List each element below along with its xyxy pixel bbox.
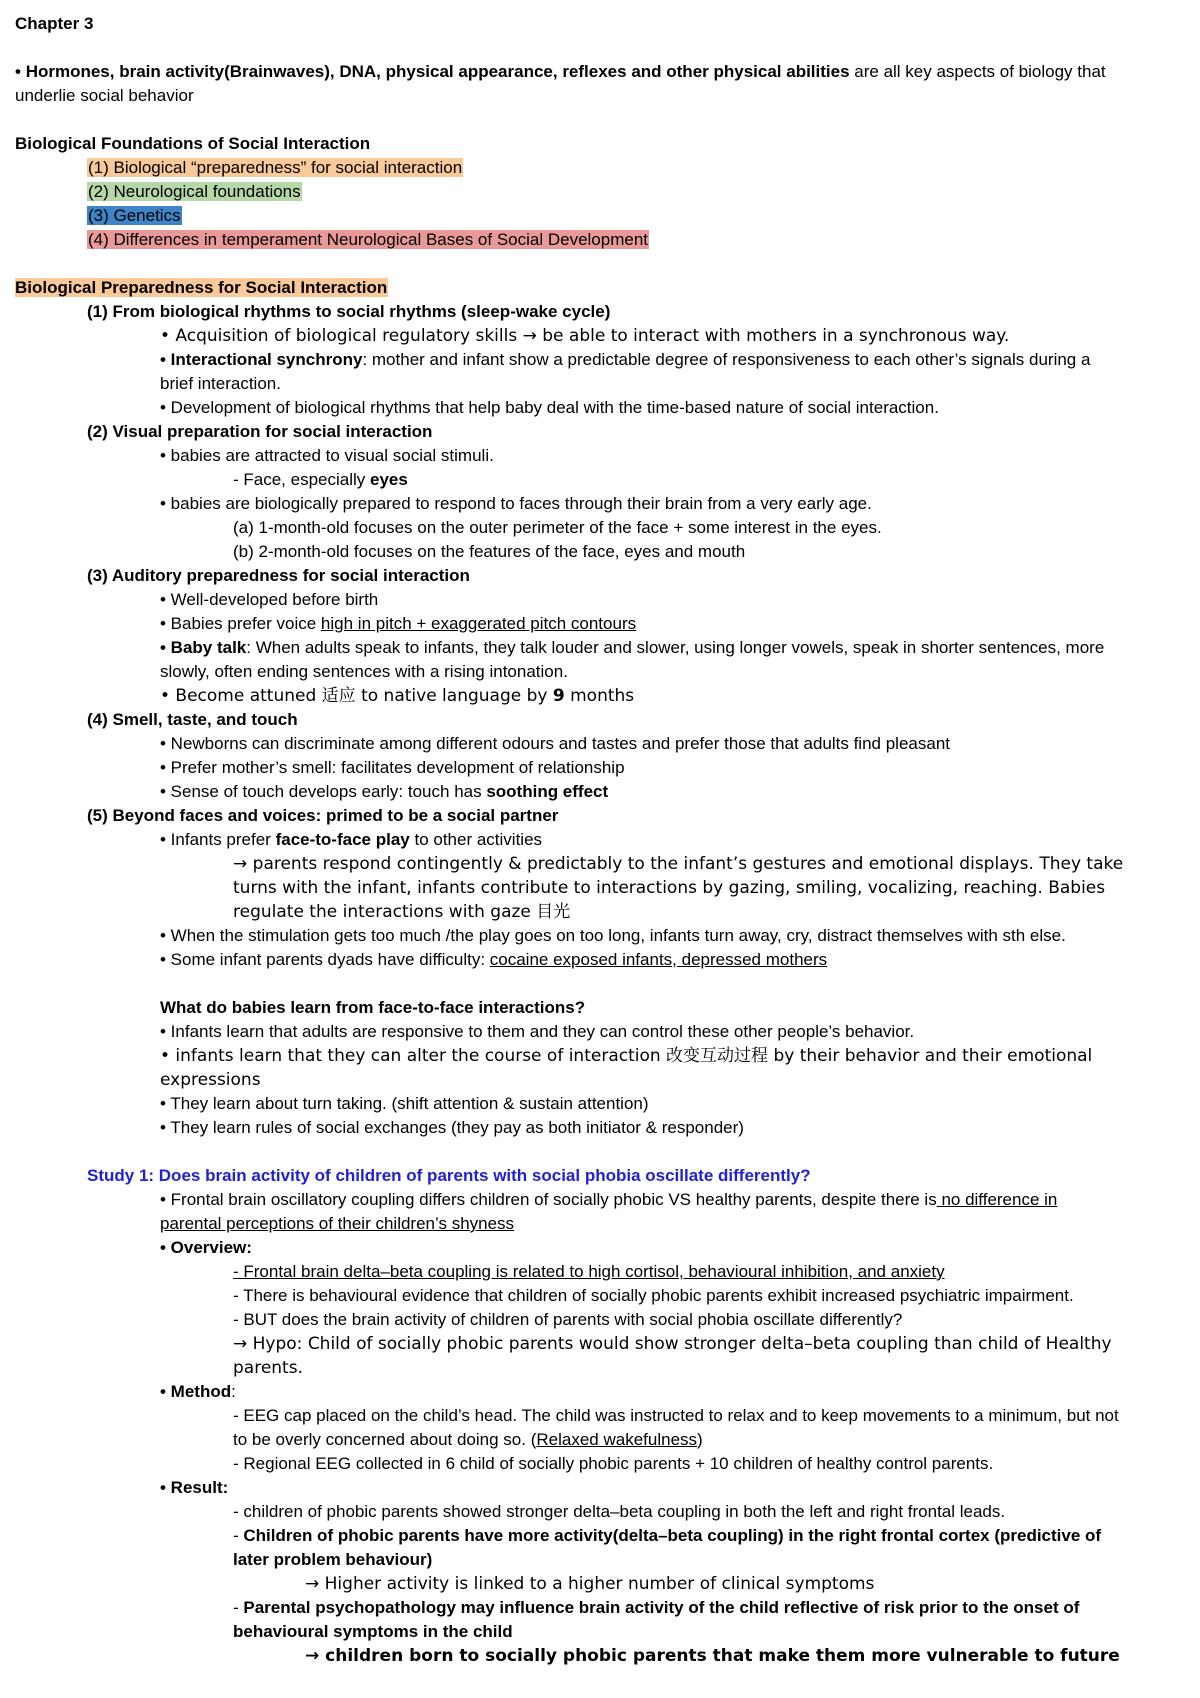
foundation-item-3-text: (3) Genetics <box>88 206 181 225</box>
bullet-text: • Sense of touch develops early: touch has <box>160 782 487 801</box>
section-4-bullet-1: • Newborns can discriminate among different odours and tastes and prefer those that adults find pleasant <box>160 734 950 753</box>
method-text: ) <box>697 1430 703 1449</box>
colon: : <box>231 1382 236 1401</box>
section-3-bullet-1: • Well-developed before birth <box>160 590 379 609</box>
section-1-bullet-3: • Development of biological rhythms that help baby deal with the time-based nature of social interaction. <box>160 398 939 417</box>
section-5-sub-1: → parents respond contingently & predictably to the infant’s gestures and emotional displays. They take <box>233 854 1124 874</box>
section-3-heading: (3) Auditory preparedness for social interaction <box>87 566 470 585</box>
study-1-title: Study 1: Does brain activity of children of parents with social phobia oscillate differently? <box>87 1166 811 1185</box>
intro-line2: underlie social behavior <box>15 86 194 105</box>
overview-hypothesis-cont: parents. <box>233 1358 303 1378</box>
intro-bold: Hormones, brain activity(Brainwaves), DNA, physical appearance, reflexes and other physical abilities <box>25 62 850 81</box>
spacer <box>15 1140 1184 1164</box>
foundation-item-2-text: (2) Neurological foundations <box>88 182 301 201</box>
dash: - <box>233 1598 244 1617</box>
result-line-2-sub: → Higher activity is linked to a higher number of clinical symptoms <box>305 1574 875 1594</box>
section-5-bullet-2: • When the stimulation gets too much /the play goes on too long, infants turn away, cry, distract themselves with sth else. <box>160 926 1066 945</box>
spacer <box>15 36 1184 60</box>
preparedness-title: Biological Preparedness for Social Interaction <box>15 278 388 297</box>
bold-text: Children of phobic parents have more activity(delta–beta coupling) in the right frontal cortex (predictive of <box>243 1526 1102 1545</box>
section-3-bullet-2 <box>15 612 1184 636</box>
bullet-text: : mother and infant show a predictable degree of responsiveness to each other’s signals during a <box>362 350 1091 369</box>
term-baby-talk: • Baby talk <box>160 638 247 657</box>
learn-bullet-4: • They learn rules of social exchanges (they pay as both initiator & responder) <box>160 1118 744 1137</box>
section-3-bullet-3-cont: slowly, often ending sentences with a rising intonation. <box>160 662 568 681</box>
result-line-1: - children of phobic parents showed stronger delta–beta coupling in both the left and right frontal leads. <box>233 1502 1006 1521</box>
section-1-bullet-2-cont: brief interaction. <box>160 374 281 393</box>
bullet-text: : When adults speak to infants, they talk louder and slower, using longer vowels, speak in shorter sentences, more <box>246 638 1105 657</box>
section-3-bullet-3 <box>15 636 1184 660</box>
underlined-text: cocaine exposed infants, depressed mothers <box>489 950 828 969</box>
result-line-2 <box>15 1524 1184 1548</box>
section-5-bullet-1 <box>15 828 1184 852</box>
underlined-text: high in pitch + exaggerated pitch contours <box>320 614 637 633</box>
overview-line-2: - There is behavioural evidence that children of socially phobic parents exhibit increased psychiatric impairment. <box>233 1286 1074 1305</box>
section-2-bullet-2: • babies are biologically prepared to respond to faces through their brain from a very early age. <box>160 494 872 513</box>
foundation-item-4-text: (4) Differences in temperament Neurological Bases of Social Development <box>88 230 649 249</box>
spacer <box>15 252 1184 276</box>
result-line-2-cont: later problem behaviour) <box>233 1550 433 1569</box>
spacer <box>15 972 1184 996</box>
section-2-heading: (2) Visual preparation for social interaction <box>87 422 433 441</box>
learn-bullet-2-cont: expressions <box>160 1070 261 1090</box>
section-1-bullet-1: • Acquisition of biological regulatory skills → be able to interact with mothers in a synchronous way. <box>160 326 1010 346</box>
preparedness-title-line <box>15 276 1184 300</box>
intro-rest: are all key aspects of biology that <box>849 62 1106 81</box>
learn-heading: What do babies learn from face-to-face interactions? <box>160 998 586 1017</box>
bullet-text: • Frontal brain oscillatory coupling differs children of socially phobic VS healthy parents, despite there is <box>160 1190 937 1209</box>
foundation-item-2 <box>15 180 1184 204</box>
underlined-text: no difference in <box>936 1190 1058 1209</box>
section-2-sub-a: (a) 1-month-old focuses on the outer perimeter of the face + some interest in the eyes. <box>233 518 882 537</box>
chapter-title: Chapter 3 <box>15 14 94 33</box>
study-1-bullet-1-cont <box>15 1212 1184 1236</box>
bold-text: face-to-face play <box>275 830 410 849</box>
bold-number: 9 <box>552 686 565 706</box>
foundation-item-3 <box>15 204 1184 228</box>
bold-text: Parental psychopathology may influence brain activity of the child reflective of risk prior to the onset of <box>243 1598 1080 1617</box>
section-2-sub-1 <box>15 468 1184 492</box>
learn-bullet-3: • They learn about turn taking. (shift attention & sustain attention) <box>160 1094 649 1113</box>
method-line-1: - EEG cap placed on the child’s head. The child was instructed to relax and to keep movements to a minimum, but not <box>233 1406 1119 1425</box>
bold-text: soothing effect <box>486 782 609 801</box>
overview-line-1 <box>15 1260 1184 1284</box>
bullet-text: • Some infant parents dyads have difficulty: <box>160 950 490 969</box>
learn-bullet-2: • infants learn that they can alter the course of interaction 改变互动过程 by their behavior and their emotional <box>160 1046 1093 1066</box>
intro-paragraph <box>15 60 1184 84</box>
bullet-text: to other activities <box>409 830 543 849</box>
bullet-text: months <box>564 686 635 706</box>
result-line-3-cont: behavioural symptoms in the child <box>233 1622 513 1641</box>
overview-hypothesis: → Hypo: Child of socially phobic parents would show stronger delta–beta coupling than child of Healthy <box>233 1334 1112 1354</box>
result-label: • Result: <box>160 1478 229 1497</box>
sub-bold: eyes <box>370 470 408 489</box>
underlined-text: parental perceptions of their children’s shyness <box>160 1214 515 1233</box>
section-1-bullet-2 <box>15 348 1184 372</box>
section-4-heading: (4) Smell, taste, and touch <box>87 710 298 729</box>
method-line-1-cont <box>15 1428 1184 1452</box>
underlined-text: - Frontal brain delta–beta coupling is related to high cortisol, behavioural inhibition, and anxiety <box>233 1262 945 1281</box>
section-3-bullet-4 <box>15 684 1184 708</box>
section-5-sub-2: turns with the infant, infants contribute to interactions by gazing, smiling, vocalizing, reaching. Babies <box>233 878 1106 898</box>
dash: - <box>233 1526 244 1545</box>
section-2-sub-b: (b) 2-month-old focuses on the features of the face, eyes and mouth <box>233 542 746 561</box>
overview-label: • Overview: <box>160 1238 252 1257</box>
section-4-bullet-3 <box>15 780 1184 804</box>
sub-text: - Face, especially <box>233 470 370 489</box>
foundations-title: Biological Foundations of Social Interaction <box>15 134 371 153</box>
method-text: to be overly concerned about doing so. ( <box>233 1430 537 1449</box>
method-label-line <box>15 1380 1184 1404</box>
bullet-text: • Infants prefer <box>160 830 276 849</box>
bullet-text: • Become attuned 适应 to native language by <box>160 686 553 706</box>
learn-bullet-1: • Infants learn that adults are responsive to them and they can control these other people’s behavior. <box>160 1022 915 1041</box>
method-line-2: - Regional EEG collected in 6 child of socially phobic parents + 10 children of healthy control parents. <box>233 1454 994 1473</box>
result-line-3 <box>15 1596 1184 1620</box>
section-1-heading: (1) From biological rhythms to social rhythms (sleep-wake cycle) <box>87 302 611 321</box>
foundation-item-1 <box>15 156 1184 180</box>
method-label: • Method <box>160 1382 232 1401</box>
bullet-text: • Babies prefer voice <box>160 614 321 633</box>
spacer <box>15 108 1184 132</box>
section-5-bullet-3 <box>15 948 1184 972</box>
study-1-bullet-1 <box>15 1188 1184 1212</box>
underlined-text: Relaxed wakefulness <box>536 1430 698 1449</box>
foundation-item-1-text: (1) Biological “preparedness” for social interaction <box>88 158 463 177</box>
section-2-bullet-1: • babies are attracted to visual social stimuli. <box>160 446 494 465</box>
result-line-3-sub: → children born to socially phobic parents that make them more vulnerable to future <box>305 1646 1120 1666</box>
overview-line-3: - BUT does the brain activity of children of parents with social phobia oscillate differently? <box>233 1310 903 1329</box>
bullet: • <box>15 62 26 81</box>
term-interactional-synchrony: • Interactional synchrony <box>160 350 363 369</box>
section-4-bullet-2: • Prefer mother’s smell: facilitates development of relationship <box>160 758 625 777</box>
section-5-heading: (5) Beyond faces and voices: primed to be a social partner <box>87 806 559 825</box>
foundation-item-4 <box>15 228 1184 252</box>
section-5-sub-3: regulate the interactions with gaze 目光 <box>233 902 571 922</box>
